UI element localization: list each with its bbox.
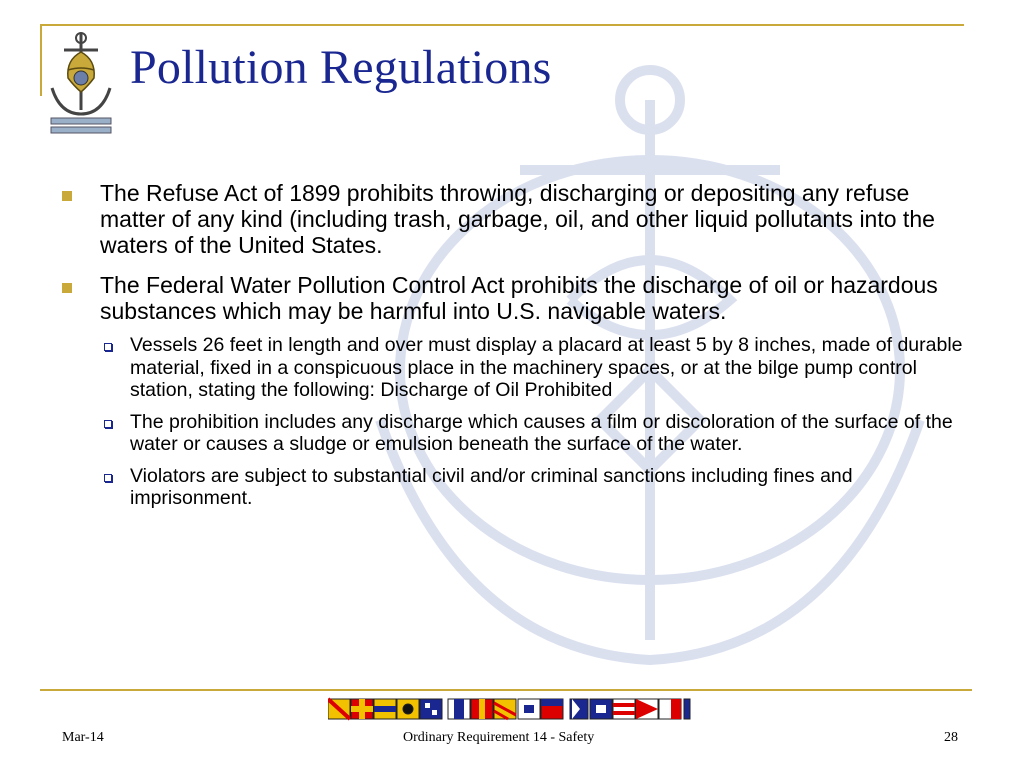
sub-bullet-marker-icon: [104, 474, 112, 482]
bullet-item: [60, 272, 970, 324]
top-divider: [40, 24, 964, 26]
slide-content: [60, 180, 970, 519]
sub-bullet-marker-icon: [104, 343, 112, 351]
sea-scout-logo-icon: [46, 30, 116, 138]
sub-bullet-text: Vessels 26 feet in length and over must display a placard at least 5 by 8 inches, made of durable material, fixed in a conspicuous place in the machinery spaces, or at the bilge pump control station, stating the following: Discharge of Oil Prohibited: [130, 334, 963, 401]
bullet-marker-icon: [62, 283, 72, 293]
sub-bullet-item: [104, 465, 970, 510]
bottom-divider: [40, 689, 972, 691]
bullet-text: The Federal Water Pollution Control Act prohibits the discharge of oil or hazardous substances which may be harmful into U.S. navigable waters.: [100, 272, 938, 324]
bullet-marker-icon: [62, 191, 72, 201]
sub-bullet-item: [104, 334, 970, 402]
sub-bullet-item: [104, 411, 970, 456]
left-divider: [40, 24, 42, 96]
footer-title: Ordinary Requirement 14 - Safety: [403, 730, 595, 745]
signal-flags-icon: [328, 697, 692, 721]
sub-bullet-text: Violators are subject to substantial civil and/or criminal sanctions including fines and imprisonment.: [130, 464, 853, 509]
slide-title: Pollution Regulations: [130, 41, 552, 94]
page-number: 28: [944, 730, 958, 745]
sub-bullet-marker-icon: [104, 420, 112, 428]
bullet-item: [60, 180, 970, 258]
footer-date: Mar-14: [62, 730, 104, 745]
sub-bullet-text: The prohibition includes any discharge which causes a film or discoloration of the surface of the water or causes a sludge or emulsion beneath the surface of the water.: [130, 410, 953, 455]
bullet-text: The Refuse Act of 1899 prohibits throwing, discharging or depositing any refuse matter of any kind (including trash, garbage, oil, and other liquid pollutants into the waters of the United States.: [100, 180, 935, 258]
